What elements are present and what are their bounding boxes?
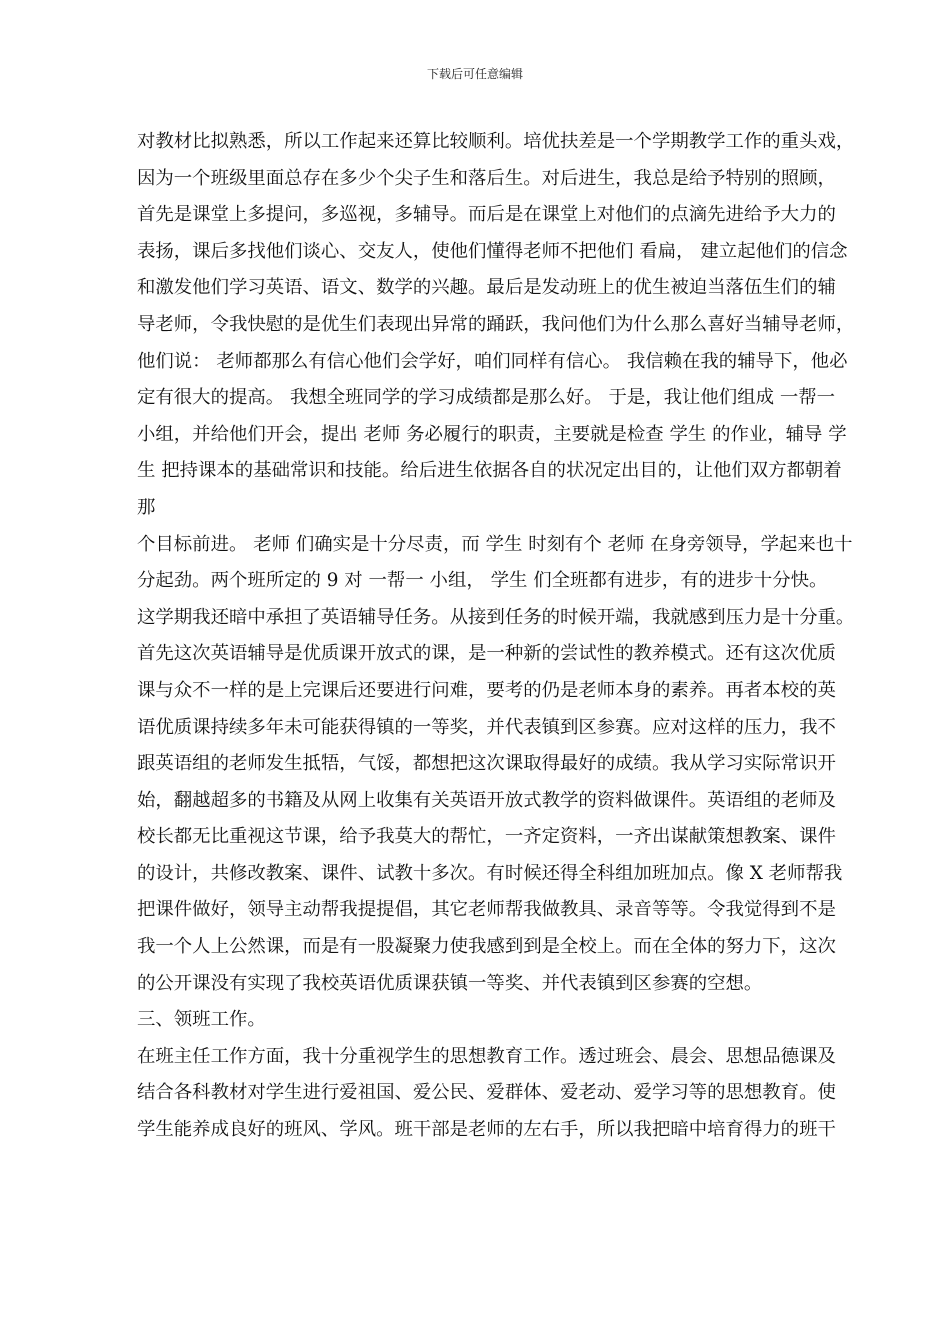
text-line: 和激发他们学习英语、语文、数学的兴趣。最后是发动班上的优生被迫当落伍生们的辅 <box>137 277 836 299</box>
text-line: 在班主任工作方面，我十分重视学生的思想教育工作。透过班会、晨会、思想品德课及 <box>137 1045 836 1067</box>
body-text <box>137 124 927 1149</box>
text-line: 小组，并给他们开会，提出 老师 务必履行的职责，主要就是检查 学生 的作业，辅导 学 <box>137 423 847 445</box>
text-line: 首先是课堂上多提问，多巡视，多辅导。而后是在课堂上对他们的点滴先进给予大力的 <box>137 204 836 226</box>
text-line: 校长都无比重视这节课，给予我莫大的帮忙，一齐定资料，一齐出谋献策想教案、课件 <box>137 826 836 848</box>
text-line: 这学期我还暗中承担了英语辅导任务。从接到任务的时候开端，我就感到压力是十分重。 <box>137 606 855 628</box>
text-line: 因为一个班级里面总存在多少个尖子生和落后生。对后进生，我总是给予特别的照顾， <box>137 167 836 189</box>
page-header: 下载后可任意编辑 <box>426 67 523 81</box>
text-line: 始，翻越超多的书籍及从网上收集有关英语开放式教学的资料做课件。英语组的老师及 <box>137 789 836 811</box>
text-line: 结合各科教材对学生进行爱祖国、爱公民、爱群体、爱老动、爱学习等的思想教育。使 <box>137 1082 836 1104</box>
text-line: 分起劲。两个班所定的 9 对 一帮一 小组， 学生 们全班都有进步，有的进步十分快。 <box>137 570 828 592</box>
text-line: 我一个人上公然课，而是有一股凝聚力使我感到到是全校上。而在全体的努力下，这次 <box>137 936 836 958</box>
text-line: 语优质课持续多年未可能获得镇的一等奖，并代表镇到区参赛。应对这样的压力，我不 <box>137 716 836 738</box>
section-heading: 三、领班工作。 <box>137 1009 266 1031</box>
text-line: 生 把持课本的基础常识和技能。给后进生依据各自的状况定出目的，让他们双方都朝着 <box>137 460 842 482</box>
text-line: 课与众不一样的是上完课后还要进行问难，要考的仍是老师本身的素养。再者本校的英 <box>137 679 836 701</box>
text-line: 那 <box>137 496 156 518</box>
text-line: 对教材比拟熟悉，所以工作起来还算比较顺利。培优扶差是一个学期教学工作的重头戏， <box>137 131 855 152</box>
text-line: 的公开课没有实现了我校英语优质课获镇一等奖、并代表镇到区参赛的空想。 <box>137 972 763 994</box>
text-line: 把课件做好，领导主动帮我提提倡，其它老师帮我做教具、录音等等。令我觉得到不是 <box>137 899 836 921</box>
text-line: 定有很大的提高。 我想全班同学的学习成绩都是那么好。 于是，我让他们组成 一帮一 <box>137 387 835 409</box>
text-line: 个目标前进。 老师 们确实是十分尽责，而 学生 时刻有个 老师 在身旁领导，学起来也十 <box>137 533 853 555</box>
text-line: 导老师，令我快慰的是优生们表现出异常的踊跃，我问他们为什么那么喜好当辅导老师， <box>137 313 855 335</box>
text-line: 学生能养成良好的班风、学风。班干部是老师的左右手，所以我把暗中培育得力的班干 <box>137 1119 836 1141</box>
text-line: 的设计，共修改教案、课件、试教十多次。有时候还得全科组加班加点。像 X 老师帮我 <box>137 862 843 884</box>
text-line: 跟英语组的老师发生抵牾，气馁，都想把这次课取得最好的成绩。我从学习实际常识开 <box>137 753 836 775</box>
text-line: 表扬，课后多找他们谈心、交友人，使他们懂得老师不把他们 看扁， 建立起他们的信念 <box>137 240 848 262</box>
text-line: 首先这次英语辅导是优质课开放式的课，是一种新的尝试性的教养模式。还有这次优质 <box>137 643 836 665</box>
text-line: 他们说： 老师都那么有信心他们会学好，咱们同样有信心。 我信赖在我的辅导下，他必 <box>137 350 848 372</box>
